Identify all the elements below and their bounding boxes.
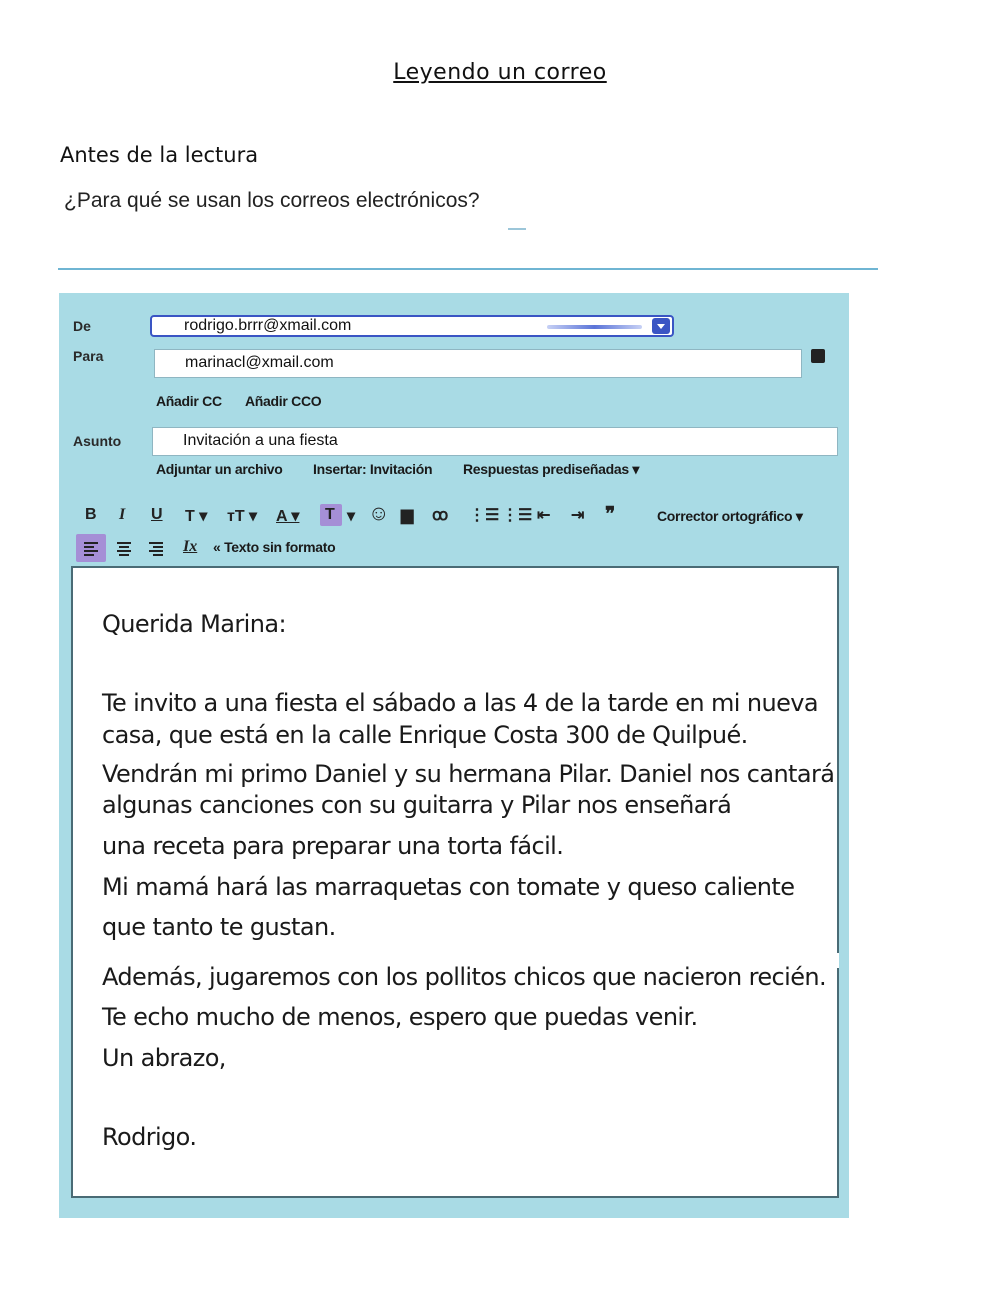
bg-color-button[interactable]: T <box>325 506 335 523</box>
insert-invitation-link[interactable]: Insertar: Invitación <box>313 461 433 477</box>
plain-text-link[interactable]: « Texto sin formato <box>213 539 336 555</box>
from-label: De <box>73 318 91 334</box>
body-line: Te echo mucho de menos, espero que puedas venir. <box>102 1003 698 1031</box>
from-highlight <box>547 325 642 329</box>
bullet-list-icon[interactable]: ⋮☰ <box>502 507 533 524</box>
underline-button[interactable]: U <box>151 506 163 523</box>
from-select[interactable] <box>150 315 674 337</box>
email-composer <box>59 293 849 1218</box>
bold-button[interactable]: B <box>85 506 97 523</box>
greeting: Querida Marina: <box>102 610 286 638</box>
body-line: casa, que está en la calle Enrique Costa 300 de Quilpué. <box>102 721 748 749</box>
indent-less-icon[interactable]: ⇤ <box>537 507 551 524</box>
remove-format-icon[interactable]: Ix <box>183 538 198 555</box>
align-center-icon[interactable] <box>117 542 131 558</box>
image-seam <box>833 953 839 968</box>
question-text: ¿Para qué se usan los correos electrónicos? <box>64 189 480 212</box>
answer-line[interactable] <box>58 268 878 270</box>
subject-value: Invitación a una fiesta <box>183 432 338 449</box>
canned-responses-link[interactable]: Respuestas prediseñadas ▾ <box>463 461 640 477</box>
subject-label: Asunto <box>73 433 122 449</box>
body-line: Vendrán mi primo Daniel y su hermana Pilar. Daniel nos cantará <box>102 760 835 788</box>
body-line: Te invito a una fiesta el sábado a las 4 de la tarde en mi nueva <box>102 689 818 717</box>
emoji-icon[interactable]: ☺ <box>368 502 390 525</box>
body-line: Mi mamá hará las marraquetas con tomate y queso caliente <box>102 873 795 901</box>
ordered-list-icon[interactable]: ⋮☰ <box>469 507 500 524</box>
link-icon[interactable]: ꝏ <box>432 507 449 524</box>
body-line: que tanto te gustan. <box>102 913 336 941</box>
image-icon[interactable]: ▆ <box>401 507 414 524</box>
font-button[interactable]: T ▾ <box>185 508 208 525</box>
contacts-icon[interactable] <box>811 349 825 363</box>
align-left-icon[interactable] <box>84 542 98 558</box>
to-value: marinacl@xmail.com <box>185 354 334 371</box>
signature: Rodrigo. <box>102 1123 197 1151</box>
spellcheck-button[interactable]: Corrector ortográfico ▾ <box>657 508 803 524</box>
to-field[interactable] <box>154 349 802 378</box>
indent-more-icon[interactable]: ⇥ <box>571 507 585 524</box>
subject-field[interactable] <box>152 427 838 456</box>
add-cc-link[interactable]: Añadir CC <box>156 393 222 409</box>
body-line: algunas canciones con su guitarra y Pilar nos enseñará <box>102 791 732 819</box>
image-seam <box>73 953 75 968</box>
attach-file-link[interactable]: Adjuntar un archivo <box>156 461 283 477</box>
quote-icon[interactable]: ❞ <box>605 504 616 525</box>
add-cco-link[interactable]: Añadir CCO <box>245 393 322 409</box>
body-line: Además, jugaremos con los pollitos chicos que nacieron recién. <box>102 963 827 991</box>
chevron-down-icon[interactable] <box>652 318 670 334</box>
from-value: rodrigo.brrr@xmail.com <box>184 317 352 334</box>
body-line: una receta para preparar una torta fácil. <box>102 832 564 860</box>
font-size-button[interactable]: ᴛT ▾ <box>227 508 258 525</box>
to-label: Para <box>73 348 104 364</box>
page-title: Leyendo un correo <box>393 60 607 85</box>
dash-mark <box>508 228 526 230</box>
message-body[interactable] <box>71 566 839 1198</box>
bg-color-dropdown[interactable]: ▾ <box>347 508 356 525</box>
section-heading: Antes de la lectura <box>60 143 259 167</box>
body-line: Un abrazo, <box>102 1044 226 1072</box>
text-color-button[interactable]: A ▾ <box>276 508 300 525</box>
align-right-icon[interactable] <box>149 542 163 558</box>
italic-button[interactable]: I <box>119 506 126 523</box>
